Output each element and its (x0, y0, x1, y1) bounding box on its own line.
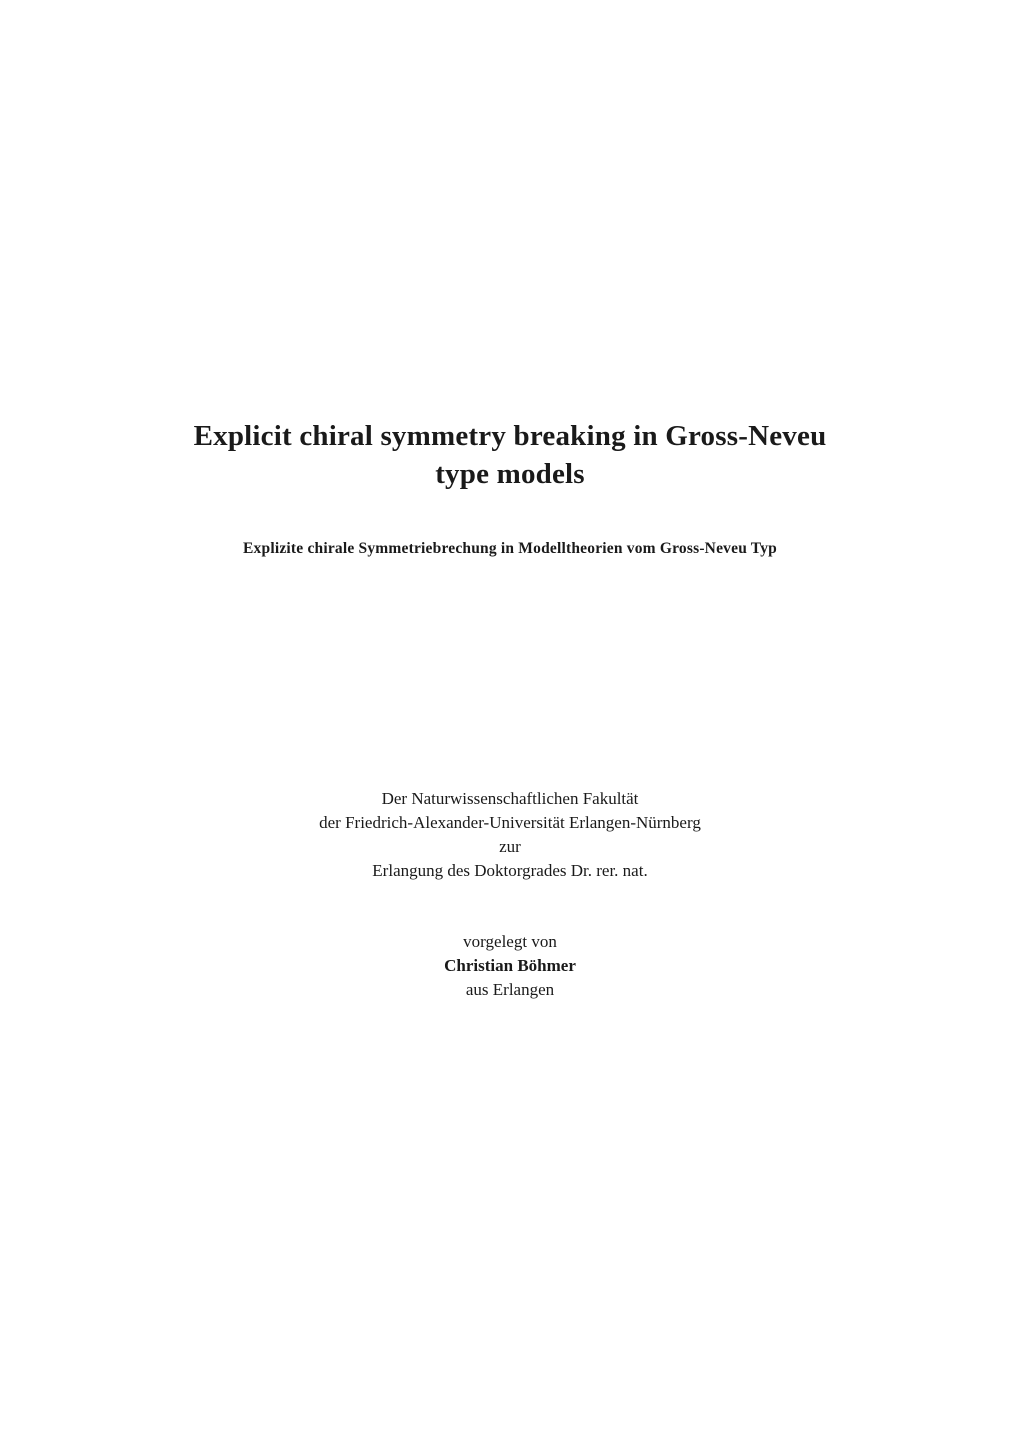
author-block (110, 930, 910, 1002)
faculty-statement (110, 787, 910, 883)
thesis-title (110, 417, 910, 493)
thesis-title-line-2: type models (435, 458, 585, 490)
faculty-line-4: Erlangung des Doktorgrades Dr. rer. nat. (372, 861, 648, 880)
thesis-title-line-1: Explicit chiral symmetry breaking in Gross-Neveu (193, 420, 827, 452)
faculty-line-1: Der Naturwissenschaftlichen Fakultät (381, 789, 639, 808)
submitted-by-label: vorgelegt von (463, 932, 557, 951)
author-name: Christian Böhmer (444, 956, 576, 975)
author-origin: aus Erlangen (465, 980, 555, 999)
faculty-line-3: zur (499, 837, 521, 856)
thesis-subtitle-german: Explizite chirale Symmetriebrechung in Modelltheorien vom Gross-Neveu Typ (243, 540, 777, 557)
faculty-line-2: der Friedrich-Alexander-Universität Erlangen-Nürnberg (319, 813, 701, 832)
